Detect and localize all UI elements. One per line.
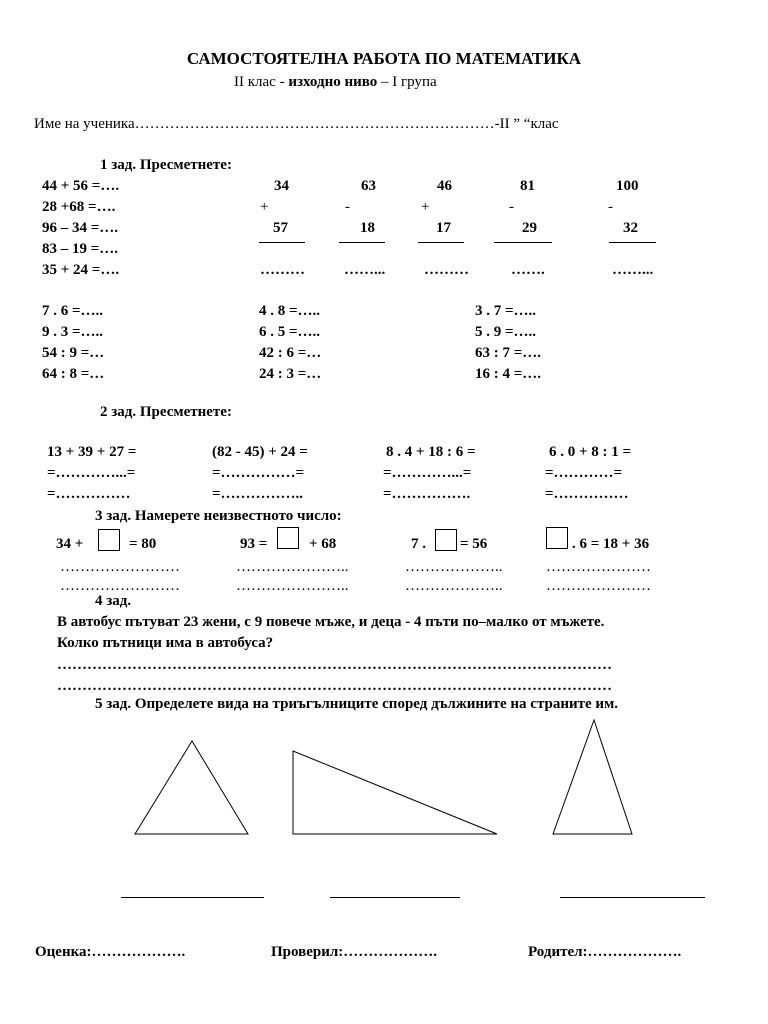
column-bottom: 32: [623, 220, 638, 236]
subtitle-group: – I група: [377, 74, 437, 90]
task3-eq4-right: . 6 = 18 + 36: [572, 536, 650, 552]
task3-eq3-left: 7 .: [411, 536, 426, 552]
column-top: 34: [274, 178, 289, 194]
task1-grid-cell: 7 . 6 =…..: [42, 303, 104, 319]
task1-grid-cell: 3 . 7 =…..: [475, 303, 537, 319]
task4-answer-dots: …………………………………………………………………………………………………: [57, 657, 612, 673]
task2-line: =……………=: [212, 465, 305, 481]
column-top: 46: [437, 178, 452, 194]
grade-field: Оценка:……………….: [35, 944, 186, 960]
task3-eq1-left: 34 +: [56, 536, 84, 552]
task5-heading: 5 зад. Определете вида на триъгълниците според дължините на страните им.: [95, 696, 619, 712]
column-result: ………: [260, 262, 305, 278]
column-bottom: 17: [436, 220, 451, 236]
task2-expr: 6 . 0 + 8 : 1 =: [549, 444, 632, 460]
checked-by-field: Проверил:……………….: [271, 944, 438, 960]
subtitle-grade: II клас -: [234, 74, 289, 90]
column-bottom: 57: [273, 220, 288, 236]
task2-heading: 2 зад. Пресметнете:: [100, 404, 232, 420]
task4-heading: 4 зад.: [95, 593, 132, 609]
triangle-answer-line[interactable]: [121, 897, 264, 898]
task1-grid-cell: 54 : 9 =…: [42, 345, 105, 361]
task3-eq2-right: + 68: [309, 536, 337, 552]
column-operator: -: [608, 199, 613, 215]
column-top: 81: [520, 178, 535, 194]
task2-expr: 8 . 4 + 18 : 6 =: [386, 444, 476, 460]
task2-expr: (82 - 45) + 24 =: [212, 444, 308, 460]
task1-grid-cell: 63 : 7 =….: [475, 345, 542, 361]
task1-grid-cell: 24 : 3 =…: [259, 366, 322, 382]
column-result: ……...: [612, 262, 654, 278]
page-title: САМОСТОЯТЕЛНА РАБОТА ПО МАТЕМАТИКА: [186, 49, 582, 68]
task3-eq2-left: 93 =: [240, 536, 268, 552]
column-result: ……...: [344, 262, 386, 278]
task1-grid-cell: 16 : 4 =….: [475, 366, 542, 382]
task1-expr: 83 – 19 =….: [42, 241, 119, 257]
triangle-equilateral: [135, 741, 248, 834]
task1-grid-cell: 5 . 9 =…..: [475, 324, 537, 340]
task2-line: =…………=: [545, 465, 623, 481]
task3-dots: …………………..: [236, 578, 349, 594]
task1-expr: 44 + 56 =….: [42, 178, 120, 194]
task1-grid-cell: 42 : 6 =…: [259, 345, 322, 361]
column-top: 63: [361, 178, 376, 194]
triangle-scalene: [293, 751, 497, 834]
task3-dots: ……………………: [60, 578, 180, 594]
task1-grid-cell: 64 : 8 =…: [42, 366, 105, 382]
task1-grid-cell: 4 . 8 =…..: [259, 303, 321, 319]
task2-line: =……………..: [212, 486, 304, 502]
parent-field: Родител:……………….: [528, 944, 682, 960]
task1-heading: 1 зад. Пресметнете:: [100, 157, 232, 173]
task1-grid-cell: 6 . 5 =…..: [259, 324, 321, 340]
column-operator: -: [345, 199, 350, 215]
triangle-isosceles: [553, 720, 632, 834]
column-operator: -: [509, 199, 514, 215]
task3-eq1-right: = 80: [129, 536, 157, 552]
column-bottom: 29: [522, 220, 537, 236]
task4-answer-dots: …………………………………………………………………………………………………: [57, 678, 612, 694]
task1-expr: 28 +68 =….: [42, 199, 116, 215]
task1-expr: 35 + 24 =….: [42, 262, 120, 278]
task4-text: Колко пътници има в автобуса?: [57, 635, 274, 651]
task2-expr: 13 + 39 + 27 =: [47, 444, 137, 460]
task2-line: =……………: [47, 486, 131, 502]
column-bottom: 18: [360, 220, 375, 236]
task3-dots: …………………..: [236, 559, 349, 575]
column-result: …….: [511, 262, 545, 278]
triangle-answer-line[interactable]: [330, 897, 460, 898]
column-operator: +: [260, 199, 269, 215]
task3-eq3-right: = 56: [460, 536, 488, 552]
task2-line: =……………: [545, 486, 629, 502]
column-top: 100: [616, 178, 639, 194]
task3-dots: …………………: [546, 578, 651, 594]
task1-grid-cell: 9 . 3 =…..: [42, 324, 104, 340]
task1-expr: 96 – 34 =….: [42, 220, 119, 236]
triangle-answer-line[interactable]: [560, 897, 705, 898]
task4-text: В автобус пътуват 23 жени, с 9 повече мъже, и деца - 4 пъти по–малко от мъжете.: [57, 614, 605, 630]
column-operator: +: [421, 199, 430, 215]
column-result: ………: [424, 262, 469, 278]
task3-dots: ………………..: [405, 578, 503, 594]
subtitle-level: изходно ниво: [288, 74, 378, 90]
task3-dots: ………………..: [405, 559, 503, 575]
task3-heading: 3 зад. Намерете неизвестното число:: [95, 508, 342, 524]
task3-dots: …………………: [546, 559, 651, 575]
task2-line: =…………...=: [47, 465, 136, 481]
task3-dots: ……………………: [60, 559, 180, 575]
task2-line: =…………….: [383, 486, 471, 502]
student-name-line: Име на ученика………………………………………………………………-II ” “клас: [34, 116, 559, 132]
task2-line: =…………...=: [383, 465, 472, 481]
